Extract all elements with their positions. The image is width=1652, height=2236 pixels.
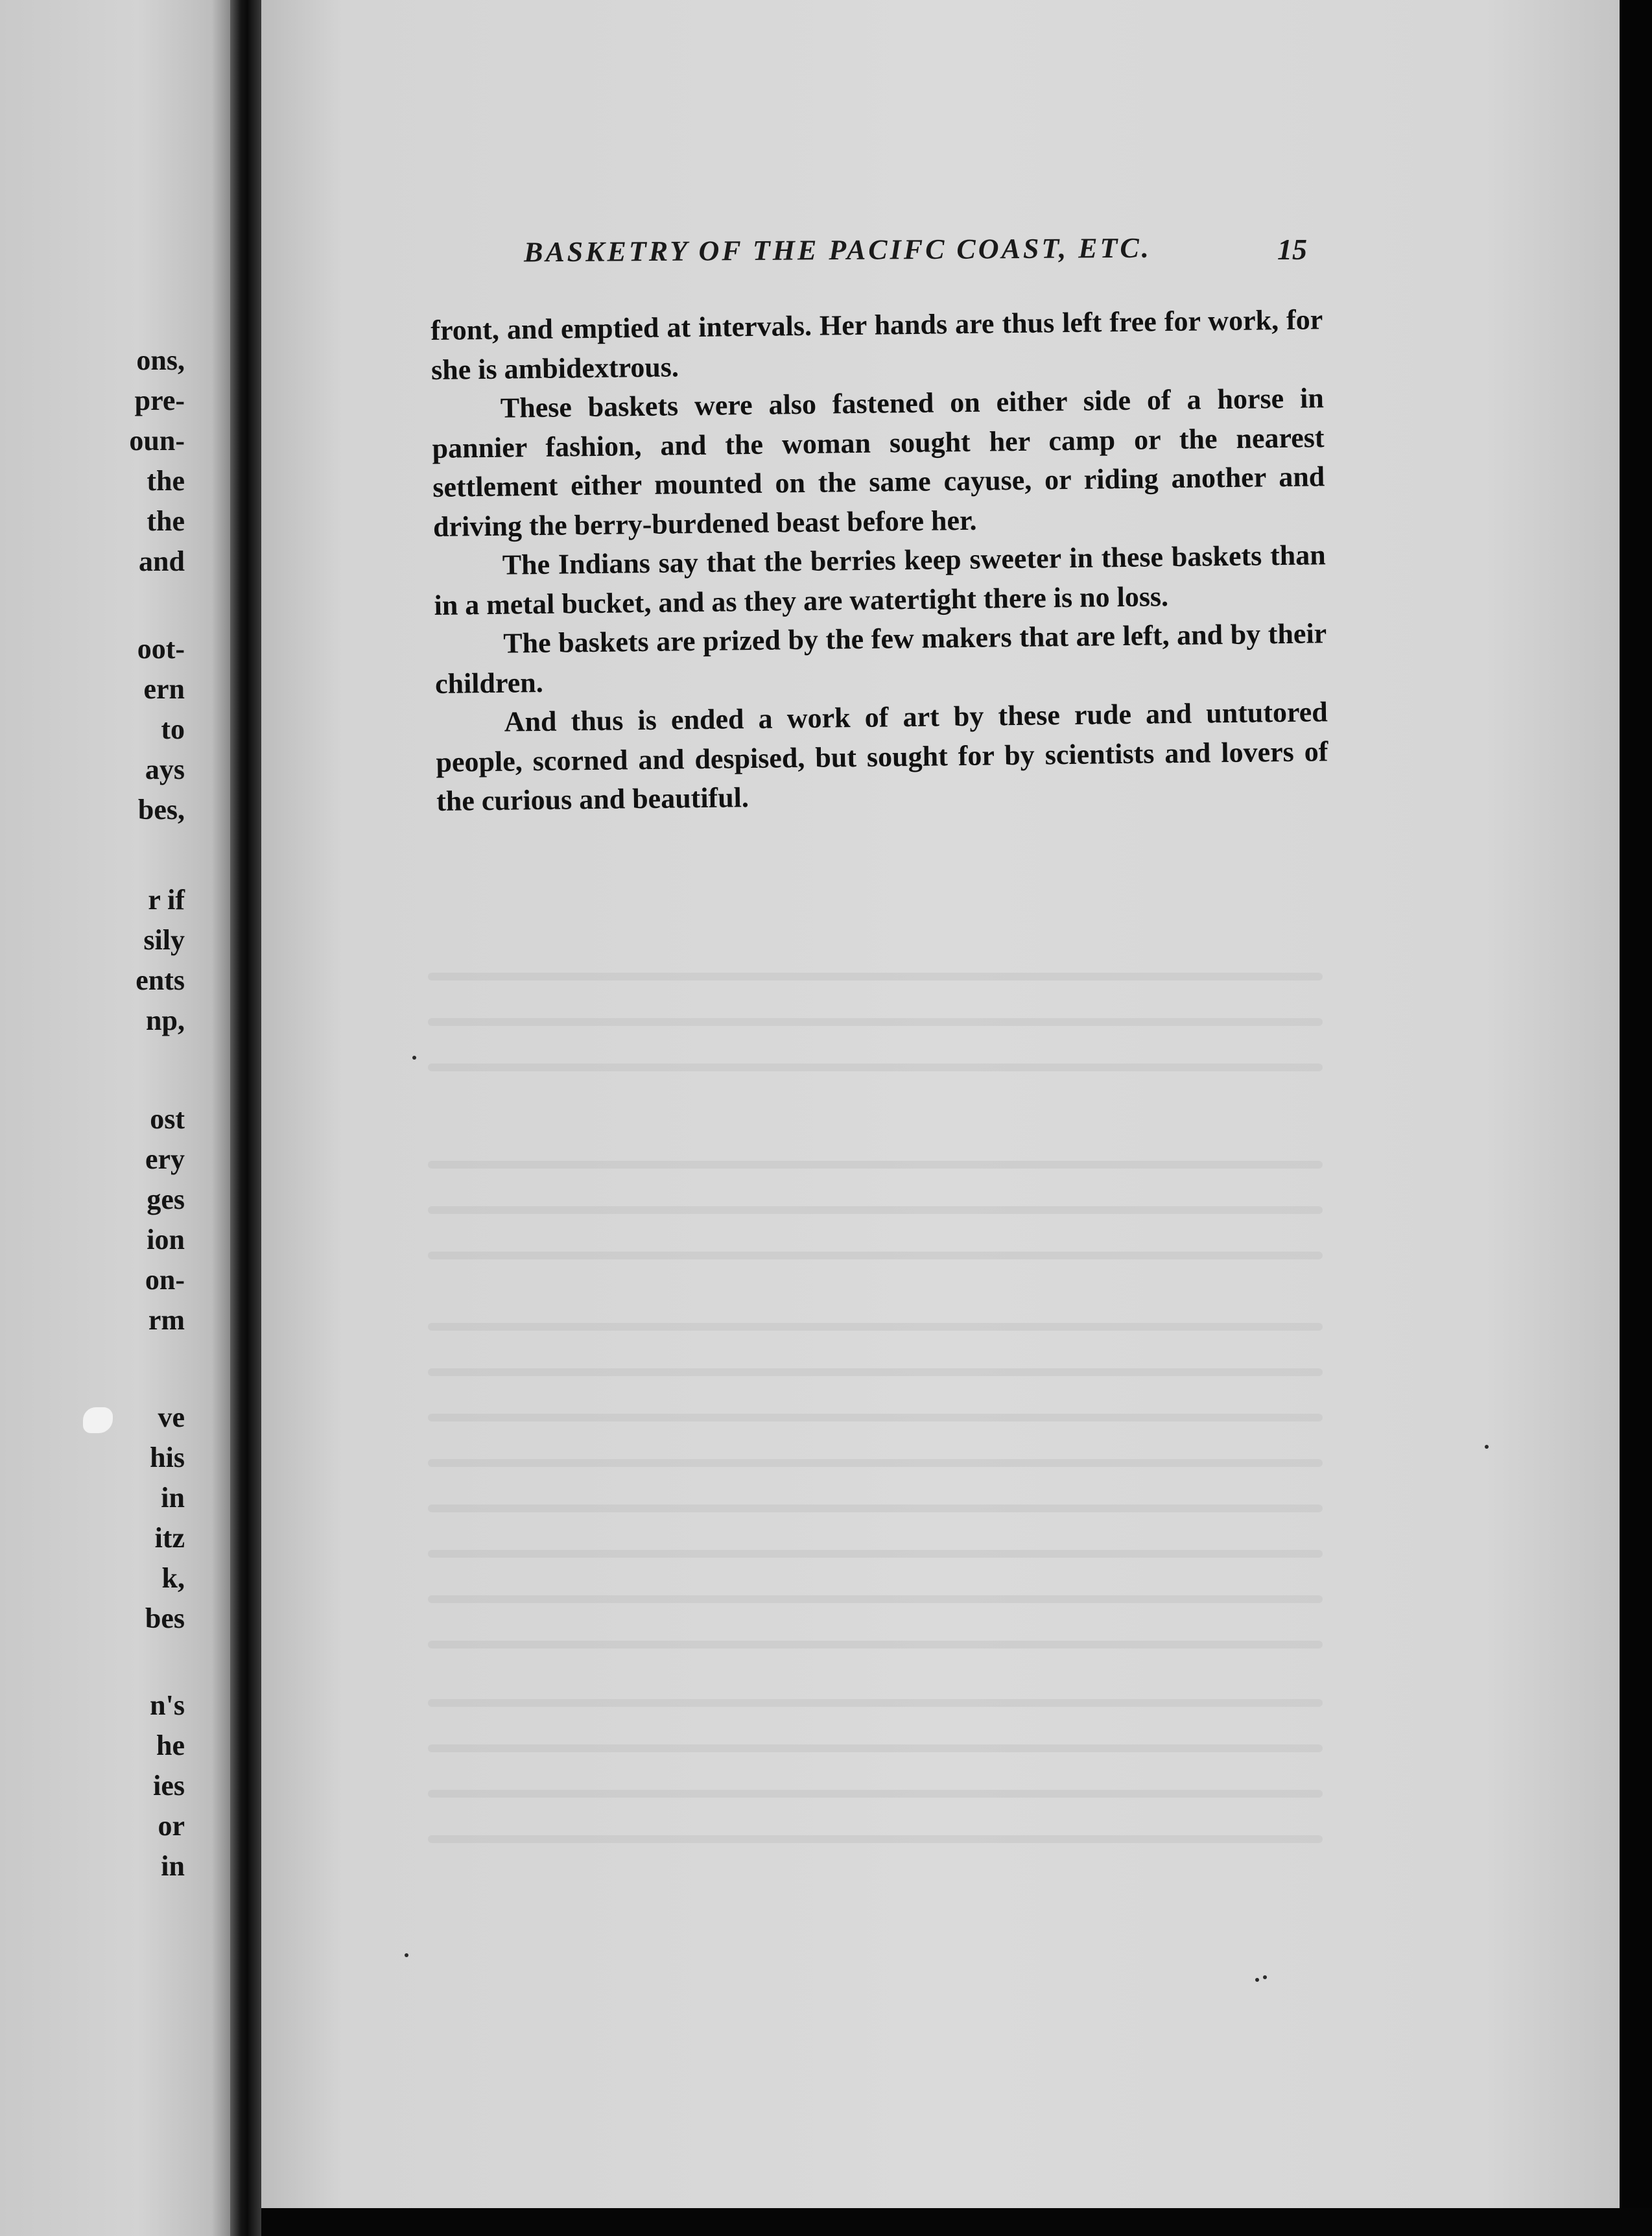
left-fragment: r if — [148, 884, 185, 916]
show-through-line — [428, 973, 1323, 981]
ink-speck — [1263, 1975, 1267, 1979]
left-page — [0, 0, 230, 2236]
left-fragment: ays — [145, 754, 185, 785]
left-fragment: the — [147, 465, 185, 497]
show-through-line — [428, 1641, 1323, 1648]
left-fragment: ies — [153, 1770, 185, 1802]
show-through-line — [428, 1252, 1323, 1259]
left-fragment: oun- — [129, 425, 185, 457]
show-through-line — [428, 1459, 1323, 1467]
left-fragment: ery — [145, 1143, 185, 1175]
show-through-line — [428, 1790, 1323, 1798]
paper-blemish — [83, 1407, 113, 1433]
left-fragment: the — [147, 505, 185, 537]
left-fragment: on- — [145, 1264, 185, 1296]
book-gutter — [230, 0, 261, 2236]
left-fragment: np, — [146, 1005, 185, 1036]
left-fragment: ents — [136, 964, 185, 996]
left-fragment: oot- — [137, 633, 185, 665]
left-fragment: and — [139, 545, 185, 577]
show-through-line — [428, 1018, 1323, 1026]
left-fragment: ges — [147, 1183, 185, 1215]
left-fragment: ion — [147, 1224, 185, 1255]
left-fragment: his — [150, 1442, 185, 1473]
page-number: 15 — [1277, 233, 1307, 266]
left-fragment: pre- — [134, 385, 185, 416]
show-through-line — [428, 1699, 1323, 1707]
paragraph: And thus is ended a work of art by these rude and untutored people, scorned and despised, but sought for by scientists and lovers of the curious and beautiful. — [436, 696, 1328, 817]
scan-edge-right — [1620, 0, 1652, 2236]
left-fragment: ern — [143, 673, 185, 705]
show-through-line — [428, 1550, 1323, 1558]
left-fragment: itz — [154, 1522, 185, 1554]
running-header: BASKETRY OF THE PACIFC COAST, ETC. — [523, 232, 1151, 268]
show-through-line — [428, 1835, 1323, 1843]
paragraph: The baskets are prized by the few makers that are left, and by their children. — [434, 617, 1327, 700]
ink-speck — [1255, 1978, 1259, 1982]
left-fragment: in — [161, 1482, 185, 1514]
left-fragment: rm — [148, 1304, 185, 1336]
paragraph: front, and emptied at intervals. Her hands are thus left free for work, for she is ambidextrous. — [431, 303, 1323, 386]
left-fragment: k, — [161, 1562, 185, 1594]
show-through-line — [428, 1064, 1323, 1071]
ink-speck — [1485, 1445, 1489, 1449]
body-text — [431, 300, 1329, 821]
left-fragment: ons, — [136, 344, 185, 376]
paragraph: These baskets were also fastened on either side of a horse in pannier fashion, and the woman sought her camp or the nearest settlement either mounted on the same cayuse, or riding another and driving the berry-burdened beast before her. — [432, 382, 1325, 543]
show-through-line — [428, 1414, 1323, 1421]
left-fragment: ve — [158, 1401, 185, 1433]
left-page-text-fragments — [0, 0, 230, 2236]
left-fragment: sily — [143, 924, 185, 956]
show-through-line — [428, 1744, 1323, 1752]
show-through-line — [428, 1505, 1323, 1512]
left-fragment: bes, — [137, 794, 185, 826]
ink-speck — [412, 1056, 416, 1060]
left-fragment: bes — [145, 1602, 185, 1634]
left-fragment: he — [156, 1730, 185, 1761]
show-through-line — [428, 1595, 1323, 1603]
left-fragment: ost — [150, 1103, 185, 1135]
show-through-line — [428, 1206, 1323, 1214]
show-through-line — [428, 1323, 1323, 1331]
show-through-line — [428, 1368, 1323, 1376]
paragraph: The Indians say that the berries keep sweeter in these baskets than in a metal bucket, and as they are watertight there is no loss. — [434, 539, 1326, 621]
ink-speck — [405, 1953, 408, 1957]
left-fragment: n's — [150, 1689, 185, 1721]
left-fragment: or — [158, 1810, 185, 1842]
scan-edge-bottom — [261, 2208, 1652, 2236]
left-fragment: to — [161, 713, 185, 745]
left-fragment: in — [161, 1850, 185, 1882]
show-through-line — [428, 1161, 1323, 1169]
